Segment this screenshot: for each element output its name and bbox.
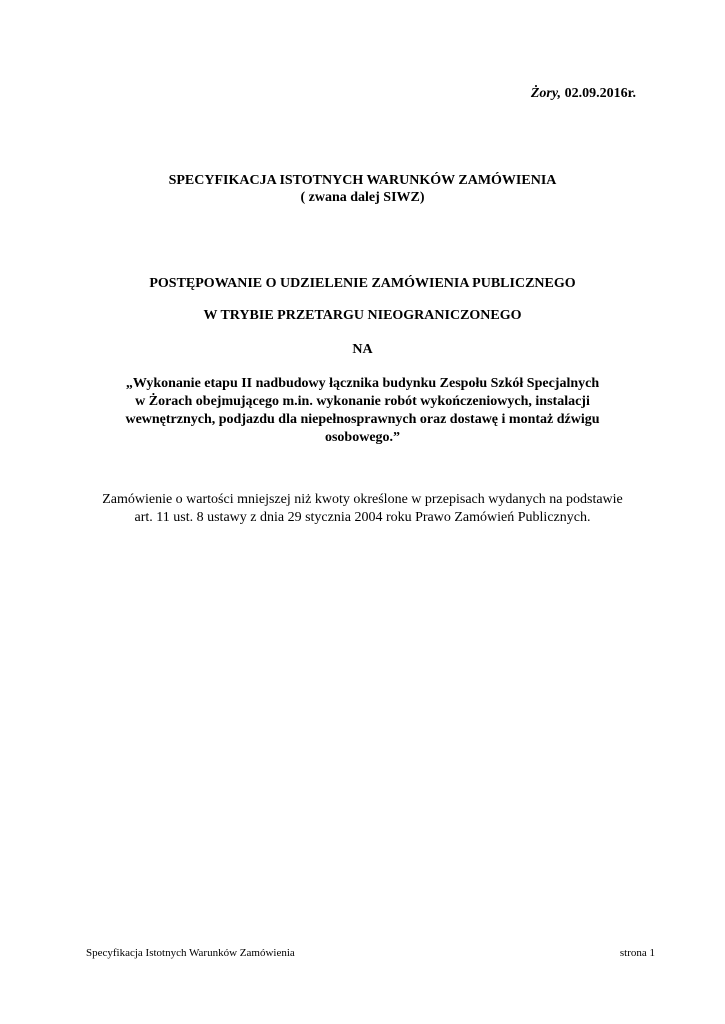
contract-subject-line: w Żorach obejmującego m.in. wykonanie robót wykończeniowych, instalacji <box>135 394 590 409</box>
value-notice-line: art. 11 ust. 8 ustawy z dnia 29 stycznia 2004 roku Prawo Zamówień Publicznych. <box>134 510 591 525</box>
procedure-na: NA <box>352 342 373 357</box>
contract-subject-line: osobowego.” <box>324 430 401 445</box>
contract-subject-line: wewnętrznych, podjazdu dla niepełnosprawnych oraz dostawę i montaż dźwigu <box>125 412 600 427</box>
procedure-mode: W TRYBIE PRZETARGU NIEOGRANICZONEGO <box>203 308 522 323</box>
value-notice-line: Zamówienie o wartości mniejszej niż kwoty określone w przepisach wydanych na podstawie <box>102 492 623 507</box>
footer-page-number: strona 1 <box>619 947 655 959</box>
place-and-date <box>531 86 636 102</box>
document-title: SPECYFIKACJA ISTOTNYCH WARUNKÓW ZAMÓWIENIA <box>168 173 557 188</box>
document-subtitle: ( zwana dalej SIWZ) <box>300 190 425 205</box>
contract-subject-line: „Wykonanie etapu II nadbudowy łącznika budynku Zespołu Szkół Specjalnych <box>125 376 600 391</box>
value-notice <box>0 491 725 527</box>
procedure-heading: POSTĘPOWANIE O UDZIELENIE ZAMÓWIENIA PUBLICZNEGO <box>149 276 576 291</box>
document-date: 02.09.2016r. <box>561 86 636 101</box>
footer-document-name: Specyfikacja Istotnych Warunków Zamówienia <box>86 947 295 959</box>
place-name: Żory, <box>530 86 562 101</box>
contract-subject <box>0 375 725 447</box>
